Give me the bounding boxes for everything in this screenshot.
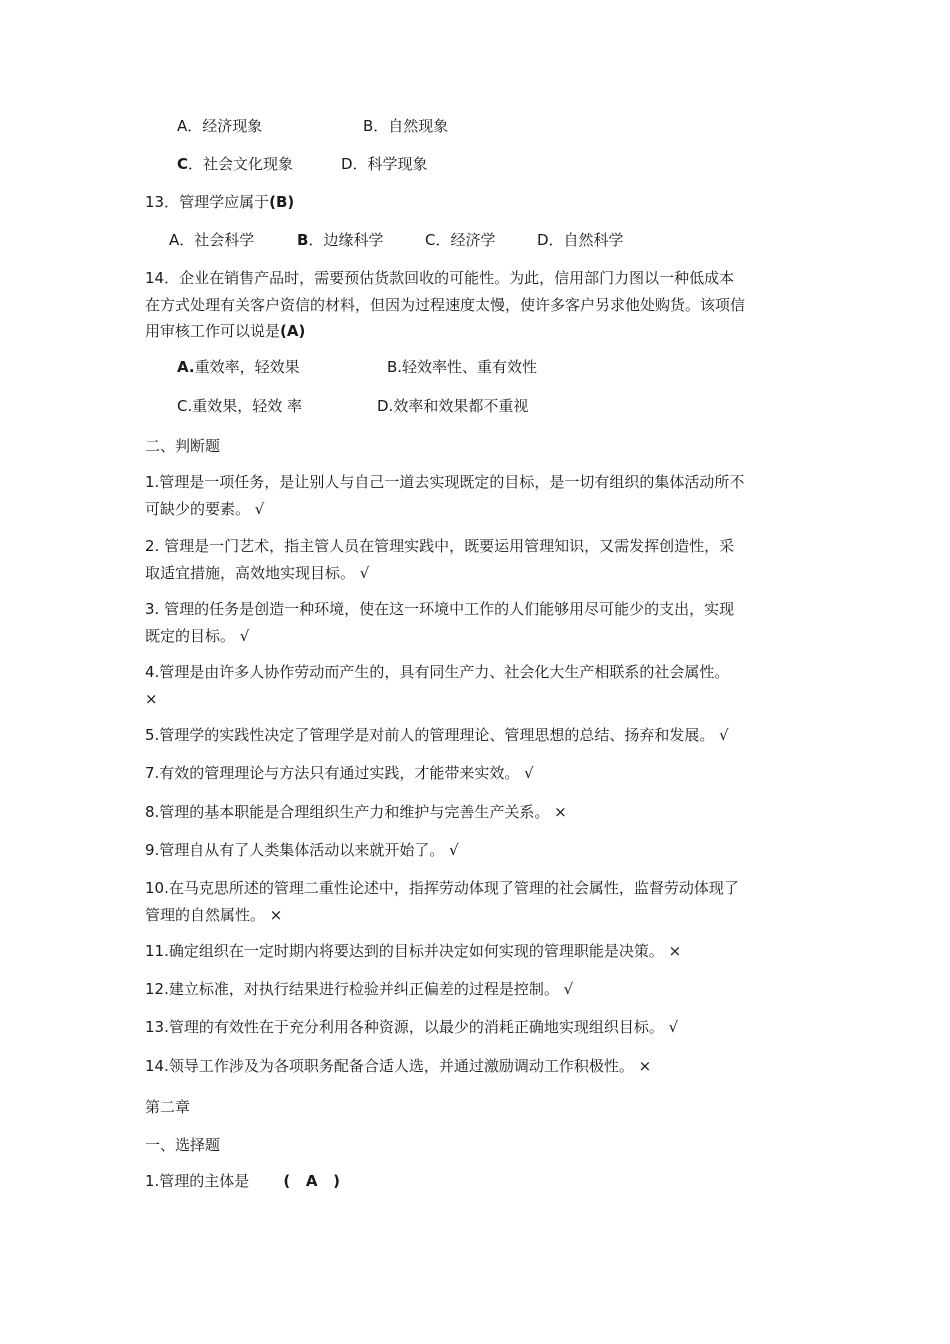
judgement-10-line-1: 10.在马克思所述的管理二重性论述中，指挥劳动体现了管理的社会属性，监督劳动体现了 (145, 879, 739, 897)
q12-option-c (177, 154, 293, 174)
q12-option-a: A．经济现象 (177, 117, 263, 135)
judgement-2-line-2: 取适宜措施，高效地实现目标。 √ (145, 564, 370, 582)
section-heading-choice: 一、选择题 (145, 1136, 221, 1154)
q14-option-c: C.重效果，轻效 率 (177, 397, 303, 415)
judgement-7: 7.有效的管理理论与方法只有通过实践，才能带来实效。 √ (145, 764, 534, 782)
q13-stem-text: 13．管理学应属于 (145, 193, 270, 211)
q14-answer: (A) (280, 322, 306, 340)
judgement-3-line-1: 3. 管理的任务是创造一种环境，使在这一环境中工作的人们能够用尽可能少的支出，实现 (145, 600, 735, 618)
judgement-9: 9.管理自从有了人类集体活动以来就开始了。 √ (145, 841, 459, 859)
judgement-4-line-1: 4.管理是由许多人协作劳动而产生的，具有同生产力、社会化大生产相联系的社会属性。 (145, 663, 730, 681)
judgement-11: 11.确定组织在一定时期内将要达到的目标并决定如何实现的管理职能是决策。 × (145, 942, 682, 960)
chapter-heading: 第二章 (145, 1098, 191, 1116)
judgement-10-line-2: 管理的自然属性。 × (145, 906, 283, 924)
judgement-3-line-2: 既定的目标。 √ (145, 627, 250, 645)
q13-answer: (B) (269, 193, 295, 211)
section-heading-judgement: 二、判断题 (145, 437, 221, 455)
judgement-1-line-2: 可缺少的要素。 √ (145, 500, 265, 518)
judgement-1-line-1: 1.管理是一项任务，是让别人与自己一道去实现既定的目标，是一切有组织的集体活动所不 (145, 473, 745, 491)
q13-stem (145, 192, 294, 212)
judgement-8: 8.管理的基本职能是合理组织生产力和维护与完善生产关系。 × (145, 803, 567, 821)
judgement-12: 12.建立标准，对执行结果进行检验并纠正偏差的过程是控制。 √ (145, 980, 574, 998)
judgement-5: 5.管理学的实践性决定了管理学是对前人的管理理论、管理思想的总结、扬弃和发展。 √ (145, 726, 729, 744)
q14-line-3 (145, 321, 305, 341)
q13-option-c: C．经济学 (425, 231, 496, 249)
chapter2-question-1 (145, 1171, 340, 1191)
q14-option-b: B.轻效率性、重有效性 (387, 358, 538, 376)
judgement-2-line-1: 2. 管理是一门艺术，指主管人员在管理实践中，既要运用管理知识，又需发挥创造性，采 (145, 537, 735, 555)
q13-option-b (297, 230, 383, 250)
q14-option-a-text: 重效率，轻效果 (194, 358, 300, 376)
q14-line-1: 14．企业在销售产品时，需要预估货款回收的可能性。为此，信用部门力图以一种低成本 (145, 269, 735, 287)
chapter2-question-1-answer: ( A ) (283, 1172, 340, 1190)
q14-line-3-text: 用审核工作可以说是 (145, 322, 281, 340)
q14-option-a-letter: A. (177, 358, 195, 376)
q14-line-2: 在方式处理有关客户资信的材料，但因为过程速度太慢，使许多客户另求他处购货。该项信 (145, 296, 746, 314)
judgement-13: 13.管理的有效性在于充分利用各种资源，以最少的消耗正确地实现组织目标。 √ (145, 1018, 679, 1036)
q14-option-d: D.效率和效果都不重视 (377, 397, 529, 415)
q14-option-a (177, 357, 300, 377)
q13-option-d: D．自然科学 (537, 231, 624, 249)
q12-option-c-letter: C (177, 155, 189, 173)
q12-option-d: D．科学现象 (341, 155, 428, 173)
q13-option-b-text: ．边缘科学 (308, 231, 384, 249)
q13-option-a: A．社会科学 (169, 231, 255, 249)
q13-option-b-letter: B (297, 231, 309, 249)
chapter2-question-1-stem: 1.管理的主体是 (145, 1172, 250, 1190)
judgement-4-line-2: × (145, 690, 158, 708)
judgement-14: 14.领导工作涉及为各项职务配备合适人选，并通过激励调动工作积极性。 × (145, 1057, 652, 1075)
q12-option-b: B．自然现象 (363, 117, 449, 135)
q12-option-c-text: ．社会文化现象 (188, 155, 294, 173)
